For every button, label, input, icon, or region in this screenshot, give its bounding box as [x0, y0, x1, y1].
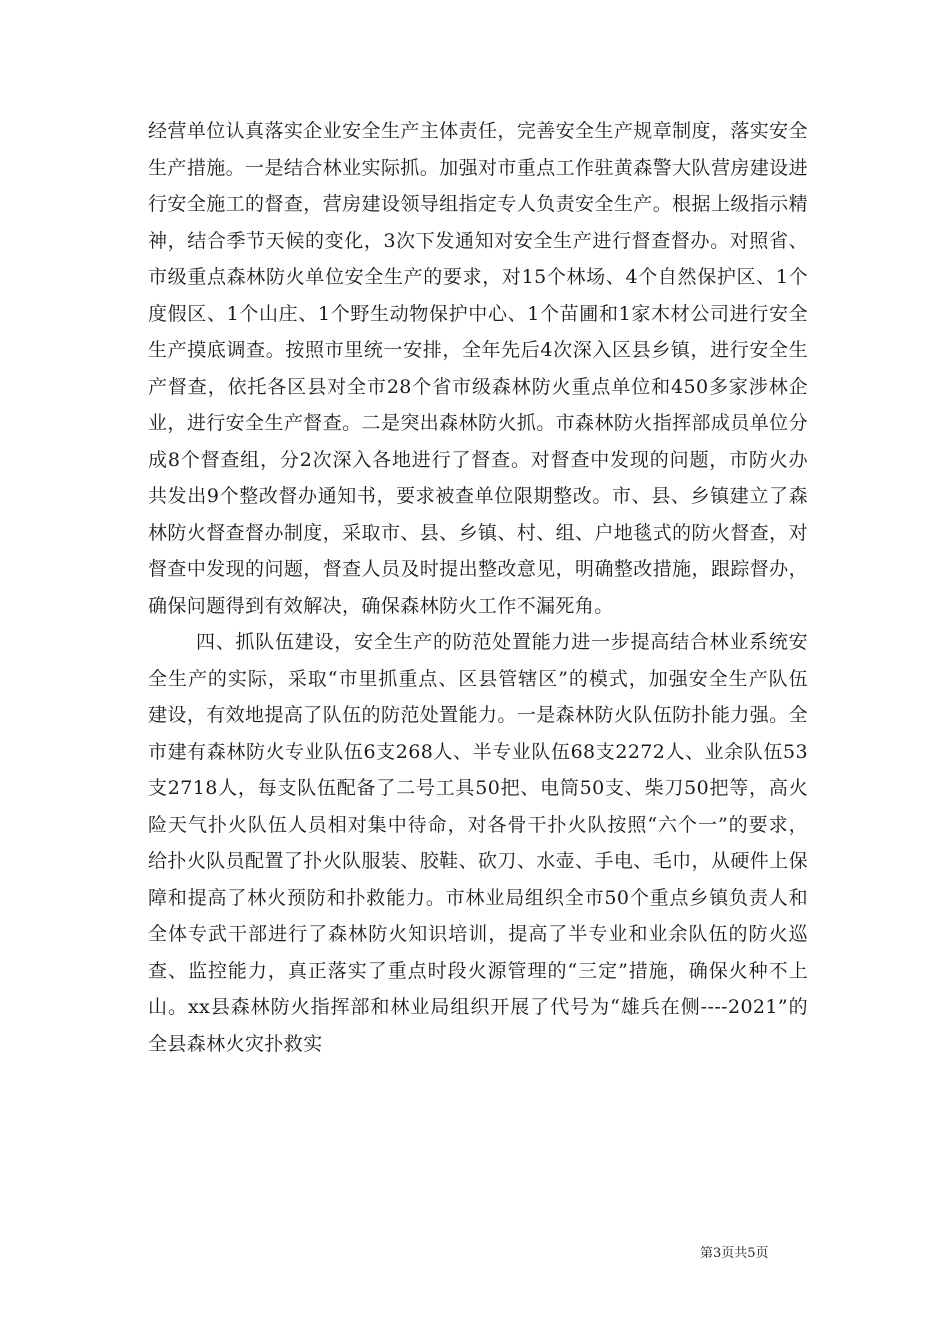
document-body	[148, 113, 808, 1062]
page-number: 第3页共5页	[700, 1246, 769, 1261]
paragraph-2: 四、抓队伍建设，安全生产的防范处置能力进一步提高结合林业系统安全生产的实际，采取“市里抓重点、区县管辖区”的模式，加强安全生产队伍建设，有效地提高了队伍的防范处置能力。一是森林防火队伍防扑能力强。全市建有森林防火专业队伍6支268人、半专业队伍68支2272人、业余队伍53支2718人，每支队伍配备了二号工具50把、电筒50支、柴刀50把等，高火险天气扑火队伍人员相对集中待命，对各骨干扑火队按照“六个一”的要求，给扑火队员配置了扑火队服装、胶鞋、砍刀、水壶、手电、毛巾，从硬件上保障和提高了林火预防和扑救能力。市林业局组织全市50个重点乡镇负责人和全体专武干部进行了森林防火知识培训，提高了半专业和业余队伍的防火巡查、监控能力，真正落实了重点时段火源管理的“三定”措施，确保火种不上山。xx县森林防火指挥部和林业局组织开展了代号为“雄兵在侧----2021”的全县森林火灾扑救实	[148, 631, 808, 1055]
paragraph-1: 经营单位认真落实企业安全生产主体责任，完善安全生产规章制度，落实安全生产措施。一是结合林业实际抓。加强对市重点工作驻黄森警大队营房建设进行安全施工的督查，营房建设领导组指定专人负责安全生产。根据上级指示精神，结合季节天候的变化，3次下发通知对安全生产进行督查督办。对照省、市级重点森林防火单位安全生产的要求，对15个林场、4个自然保护区、1个度假区、1个山庄、1个野生动物保护中心、1个苗圃和1家木材公司进行安全生产摸底调查。按照市里统一安排，全年先后4次深入区县乡镇，进行安全生产督查，依托各区县对全市28个省市级森林防火重点单位和450多家涉林企业，进行安全生产督查。二是突出森林防火抓。市森林防火指挥部成员单位分成8个督查组，分2次深入各地进行了督查。对督查中发现的问题，市防火办共发出9个整改督办通知书，要求被查单位限期整改。市、县、乡镇建立了森林防火督查督办制度，采取市、县、乡镇、村、组、户地毯式的防火督查，对督查中发现的问题，督查人员及时提出整改意见，明确整改措施，跟踪督办，确保问题得到有效解决，确保森林防火工作不漏死角。	[148, 120, 808, 617]
